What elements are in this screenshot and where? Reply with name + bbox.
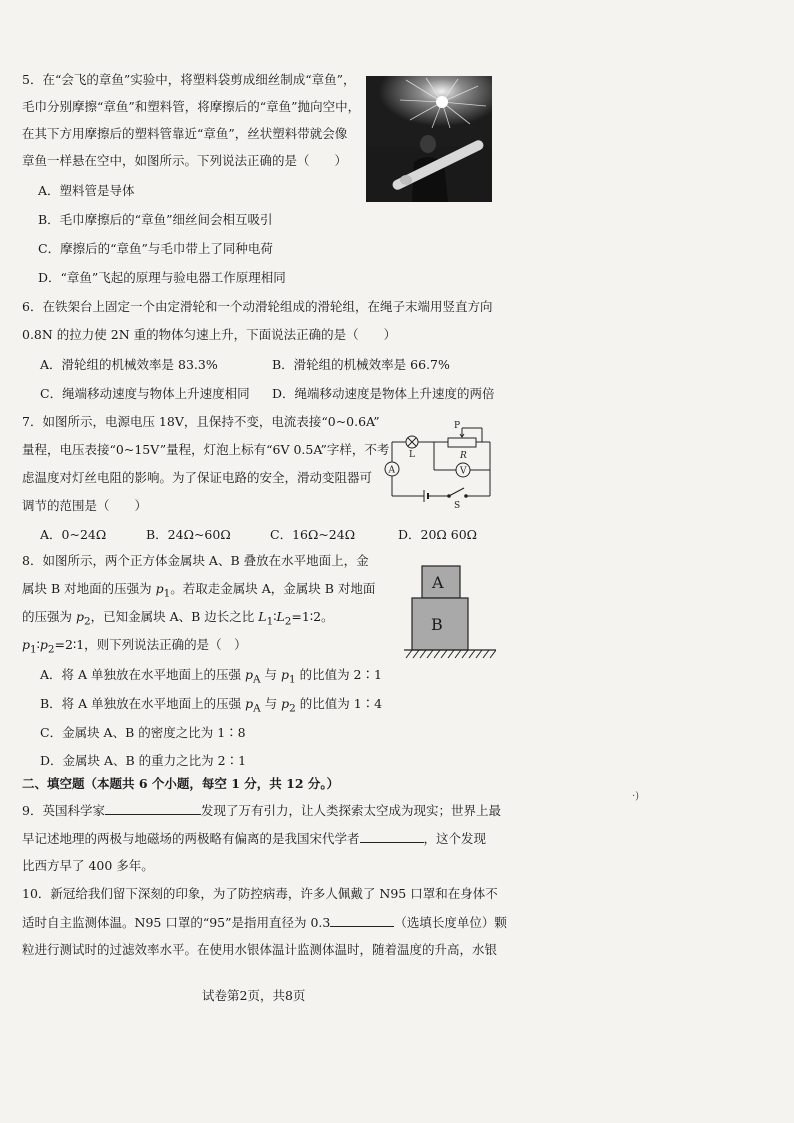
- octopus-photo: [366, 76, 492, 202]
- slider-label: P: [454, 421, 461, 431]
- lamp-label: L: [409, 450, 415, 460]
- block-b-label: B: [431, 615, 443, 634]
- q7-option-c: C．16Ω~24Ω: [270, 527, 356, 542]
- block-a-label: A: [432, 573, 444, 592]
- q10-blank-unit[interactable]: [330, 914, 394, 927]
- q5-option-b: B．毛巾摩擦后的“章鱼”细丝间会相互吸引: [38, 212, 273, 227]
- q9-line-1: 9．英国科学家 发现了万有引力，让人类探索太空成为现实；世界上最: [22, 803, 501, 818]
- q5-stem-line-1: 5．在“会飞的章鱼”实验中，将塑料袋剪成细丝制成“章鱼”，: [22, 72, 356, 87]
- q5-option-d: D．“章鱼”飞起的原理与验电器工作原理相同: [38, 270, 286, 285]
- rheostat-label: R: [460, 451, 467, 461]
- q6-stem-line-1: 6．在铁架台上固定一个由定滑轮和一个动滑轮组成的滑轮组，在绳子末端用竖直方向: [22, 299, 493, 314]
- q8-stem-line-1: 8．如图所示，两个正方体金属块 A、B 叠放在水平地面上，金: [22, 553, 369, 568]
- q5-option-a: A．塑料管是导体: [38, 183, 135, 198]
- section-2-heading: 二、填空题（本题共 6 个小题，每空 1 分，共 12 分。）: [22, 776, 340, 791]
- q7-option-a: A．0~24Ω: [40, 527, 107, 542]
- q7-stem-line-3: 虑温度对灯丝电阻的影响。为了保证电路的安全，滑动变阻器可: [22, 470, 373, 485]
- ammeter-label: A: [388, 465, 395, 476]
- q8-option-a: A．将 A 单独放在水平地面上的压强 $p_A$ 与 $p_1$ 的比值为 2∶1: [40, 667, 382, 686]
- voltmeter-label: V: [460, 466, 467, 477]
- q7-stem-line-2: 量程，电压表接“0~15V”量程，灯泡上标有“6V 0.5A”字样，不考: [22, 442, 390, 457]
- q8-option-d: D．金属块 A、B 的重力之比为 2∶1: [40, 753, 247, 768]
- q10-line-3: 粒进行测试时的过滤效率水平。在使用水银体温计监测体温时，随着温度的升高，水银: [22, 942, 498, 957]
- q9-line-3: 比西方早了 400 多年。: [22, 858, 154, 873]
- q6-option-a: A．滑轮组的机械效率是 83.3%: [40, 357, 218, 372]
- q7-stem-line-4: 调节的范围是（ ）: [22, 498, 148, 513]
- q8-stem-line-2: 属块 B 对地面的压强为 $p_1$。若取走金属块 A，金属块 B 对地面: [22, 581, 376, 600]
- q7-option-b: B．24Ω~60Ω: [146, 527, 231, 542]
- q9-blank-scientist[interactable]: [105, 802, 201, 815]
- q7-stem-line-1: 7．如图所示，电源电压 18V，且保持不变，电流表接“0~0.6A”: [22, 414, 380, 429]
- q8-blocks-figure: [404, 560, 496, 662]
- q7-option-d: D．20Ω 60Ω: [398, 527, 478, 542]
- q8-option-b: B．将 A 单独放在水平地面上的压强 $p_A$ 与 $p_2$ 的比值为 1∶4: [40, 696, 383, 715]
- q10-line-2: 适时自主监测体温。N95 口罩的“95”是指用直径为 0.3 （选填长度单位）颗: [22, 915, 507, 930]
- q6-option-b: B．滑轮组的机械效率是 66.7%: [272, 357, 450, 372]
- switch-label: S: [454, 501, 461, 508]
- margin-mark: ·): [632, 791, 640, 802]
- q9-line-2: 早记述地理的两极与地磁场的两极略有偏离的是我国宋代学者 ，这个发现: [22, 831, 487, 846]
- q8-stem-line-4: $p_1∶p_2=2∶1$，则下列说法正确的是（ ）: [22, 637, 247, 656]
- q7-circuit-diagram: [378, 418, 496, 508]
- q5-stem-line-3: 在其下方用摩擦后的塑料管靠近“章鱼”，丝状塑料带就会像: [22, 126, 348, 141]
- page-footer: 试卷第2页，共8页: [202, 988, 306, 1003]
- q8-stem-line-3: 的压强为 $p_2$，已知金属块 A、B 边长之比 $L_1∶L_2=1∶2$。: [22, 609, 334, 628]
- q9-blank-song-scholar[interactable]: [360, 830, 424, 843]
- q6-option-d: D．绳端移动速度是物体上升速度的两倍: [272, 386, 495, 401]
- q5-option-c: C．摩擦后的“章鱼”与毛巾带上了同种电荷: [38, 241, 273, 256]
- q6-option-c: C．绳端移动速度与物体上升速度相同: [40, 386, 250, 401]
- q5-stem-line-4: 章鱼一样悬在空中，如图所示。下列说法正确的是（ ）: [22, 153, 348, 168]
- q6-stem-line-2: 0.8N 的拉力使 2N 重的物体匀速上升，下面说法正确的是（ ）: [22, 327, 397, 342]
- q5-stem-line-2: 毛巾分别摩擦“章鱼”和塑料管，将摩擦后的“章鱼”抛向空中，: [22, 99, 361, 114]
- q8-option-c: C．金属块 A、B 的密度之比为 1∶8: [40, 725, 246, 740]
- q10-line-1: 10．新冠给我们留下深刻的印象，为了防控病毒，许多人佩戴了 N95 口罩和在身体不: [22, 886, 498, 901]
